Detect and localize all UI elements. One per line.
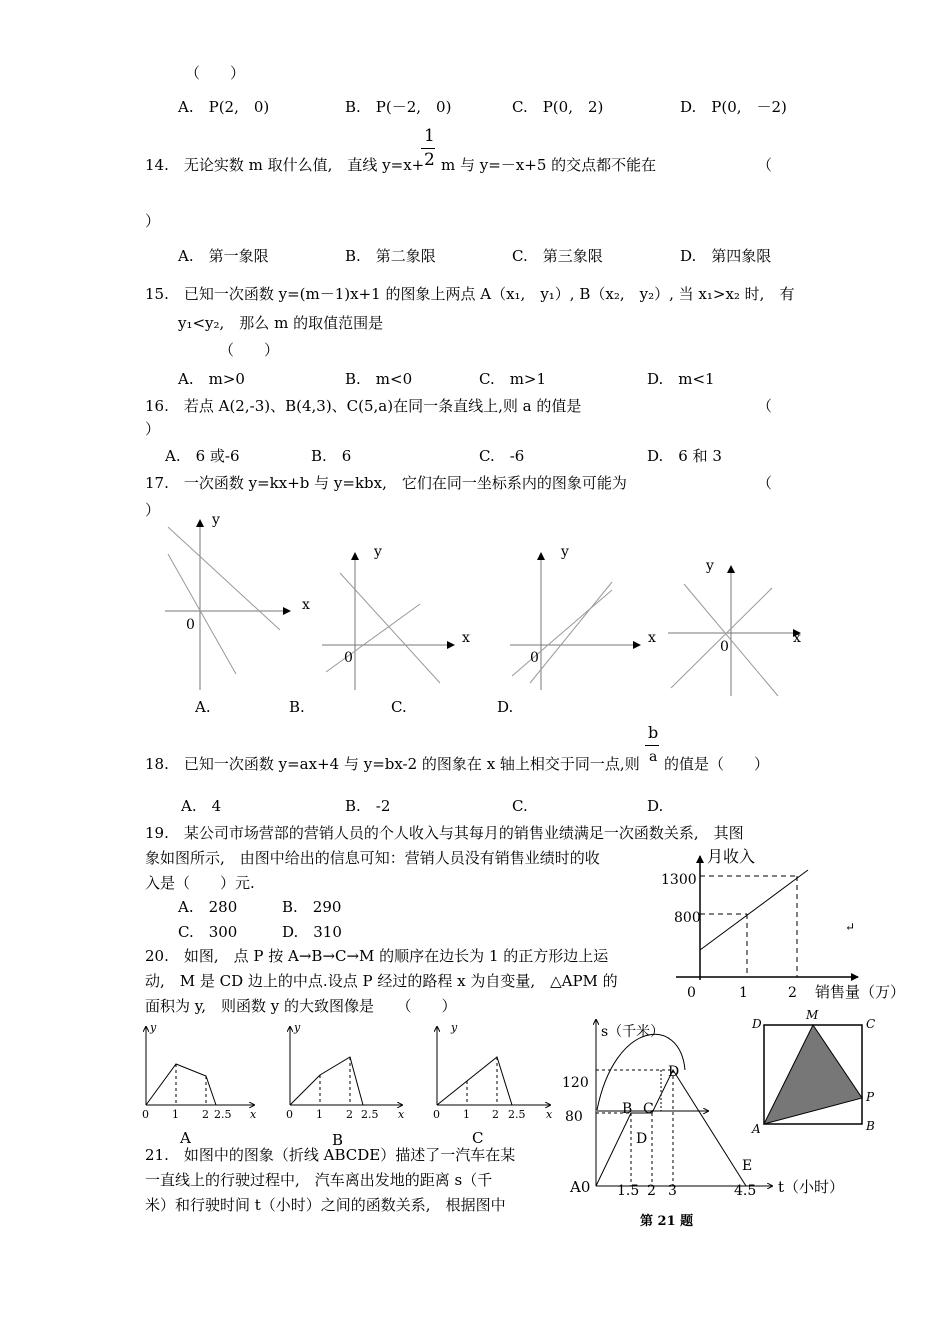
q21-chart-origin: A0 — [570, 1178, 591, 1196]
q19-option-c: C. 300 — [178, 923, 238, 941]
q17-label-a: A. — [195, 698, 211, 716]
q13-option-b: B. P(－2, 0) — [345, 98, 452, 116]
q20-label-a: A — [180, 1129, 191, 1147]
q20-b-tick-0: 0 — [286, 1108, 293, 1121]
q18-option-d: D. — [647, 797, 664, 815]
q20-a-x: x — [250, 1108, 257, 1121]
q18-option-b: B. -2 — [345, 797, 391, 815]
q18-fraction-denominator: a — [649, 749, 658, 765]
q19-stem-line1: 19. 某公司市场营部的营销人员的个人收入与其每月的销售业绩满足一次函数关系, 其图 — [145, 824, 744, 842]
q14-stem-pre: 14. 无论实数 m 取什么值, 直线 y=x+ — [145, 156, 425, 174]
q20-a-tick-0: 0 — [142, 1108, 149, 1121]
q17-stem: 17. 一次函数 y=kx+b 与 y=kbx, 它们在同一坐标系内的图象可能为 — [145, 474, 627, 492]
q20-stem-line3: 面积为 y, 则函数 y 的大致图像是 （ ） — [145, 997, 457, 1015]
q19-stem-line2: 象如图所示, 由图中给出的信息可知：营销人员没有销售业绩时的收 — [145, 849, 600, 867]
q16-stem: 16. 若点 A(2,-3)、B(4,3)、C(5,a)在同一条直线上,则 a 的值是 — [145, 397, 582, 415]
q19-option-d: D. 310 — [282, 923, 342, 941]
q17-b-y-label: y — [374, 544, 382, 560]
q20-square-c: C — [866, 1017, 876, 1031]
q17-label-d: D. — [497, 698, 514, 716]
q21-chart-ylabel: s（千米） — [601, 1024, 665, 1040]
q14-fraction-denominator: 2 — [424, 150, 435, 170]
q21-point-d: D — [668, 1064, 680, 1080]
q18-option-c: C. — [512, 797, 528, 815]
q20-c-tick-0: 0 — [433, 1108, 440, 1121]
q21-chart-xtick-2: 2 — [647, 1183, 656, 1199]
q14-option-a: A. 第一象限 — [178, 247, 269, 265]
q15-option-a: A. m>0 — [178, 370, 245, 388]
q17-c-x-label: x — [648, 630, 656, 646]
q21-chart-ytick-120: 120 — [562, 1075, 589, 1091]
q17-a-x-label: x — [302, 597, 310, 613]
q20-b-x: x — [398, 1108, 405, 1121]
q17-paren-close: ） — [145, 501, 161, 519]
q20-c-x: x — [546, 1108, 553, 1121]
q19-chart-ylabel: 月收入 — [707, 847, 756, 866]
q17-b-x-label: x — [462, 630, 470, 646]
q15-stem-line1: 15. 已知一次函数 y=(m－1)x+1 的图象上两点 A（x₁, y₁）, B（x₂, y₂）, 当 x₁>x₂ 时, 有 — [145, 285, 795, 303]
q20-b-y: y — [294, 1021, 301, 1034]
q17-d-y-label: y — [706, 558, 714, 574]
q21-chart-xtick-45: 4.5 — [734, 1183, 757, 1199]
q14-stem-post: m 与 y=－x+5 的交点都不能在 — [441, 156, 657, 174]
q19-chart-xtick-0: 0 — [687, 985, 696, 1001]
q20-b-tick-25: 2.5 — [361, 1108, 379, 1121]
q21-chart-xtick-3: 3 — [668, 1183, 677, 1199]
q19-option-a: A. 280 — [178, 898, 238, 916]
q20-stem-line2: 动, M 是 CD 边上的中点.设点 P 经过的路程 x 为自变量, △APM 的 — [145, 972, 618, 990]
q19-chart-xtick-2: 2 — [788, 985, 797, 1001]
q20-square-a: A — [752, 1122, 761, 1136]
q16-paren-close: ） — [145, 420, 161, 438]
q20-a-tick-25: 2.5 — [214, 1108, 232, 1121]
q16-option-d: D. 6 和 3 — [647, 447, 722, 465]
q21-point-d-lower: D — [636, 1131, 648, 1147]
q18-stem-post: 的值是（ ） — [664, 755, 770, 773]
q20-c-tick-2: 2 — [492, 1108, 499, 1121]
q17-d-origin: 0 — [720, 639, 729, 655]
q17-c-y-label: y — [561, 544, 569, 560]
q17-d-x-label: x — [793, 630, 801, 646]
q18-stem-pre: 18. 已知一次函数 y=ax+4 与 y=bx-2 的图象在 x 轴上相交于同一点,则 — [145, 755, 640, 773]
q14-option-d: D. 第四象限 — [680, 247, 772, 265]
q14-paren-open: （ — [757, 156, 773, 174]
q20-square-p: P — [866, 1090, 875, 1104]
q13-option-c: C. P(0, 2) — [512, 98, 604, 116]
q20-b-tick-2: 2 — [346, 1108, 353, 1121]
q16-paren-open: （ — [757, 397, 773, 415]
q15-stem-line2: y₁<y₂, 那么 m 的取值范围是 — [178, 314, 384, 332]
q20-c-y: y — [451, 1021, 458, 1034]
q21-point-e: E — [742, 1158, 753, 1174]
q15-answer-paren: （ ） — [219, 341, 280, 359]
q15-option-c: C. m>1 — [479, 370, 547, 388]
q15-option-b: B. m<0 — [345, 370, 413, 388]
q21-point-c: C — [643, 1101, 654, 1117]
q18-option-a: A. 4 — [181, 797, 222, 815]
q21-chart-xtick-15: 1.5 — [617, 1183, 640, 1199]
q17-b-origin: 0 — [344, 650, 353, 666]
q20-square-d: D — [752, 1017, 762, 1031]
q21-chart-ytick-80: 80 — [565, 1109, 583, 1125]
q19-chart-ytick-800: 800 — [674, 910, 701, 926]
q19-chart-xlabel: 销售量（万） — [815, 983, 906, 1001]
q14-option-c: C. 第三象限 — [512, 247, 603, 265]
q20-c-tick-25: 2.5 — [508, 1108, 526, 1121]
q19-chart-ytick-1300: 1300 — [661, 872, 697, 888]
q20-square-m: M — [806, 1008, 819, 1022]
q17-paren-open: （ — [757, 474, 773, 492]
q20-a-y: y — [150, 1021, 157, 1034]
q13-option-a: A. P(2, 0) — [178, 98, 270, 116]
q21-stem-line1: 21. 如图中的图象（折线 ABCDE）描述了一汽车在某 — [145, 1146, 516, 1164]
q16-option-b: B. 6 — [311, 447, 352, 465]
q20-square-figure — [751, 1008, 875, 1136]
q18-fraction-numerator: b — [648, 723, 659, 742]
q17-label-c: C. — [391, 698, 407, 716]
q20-c-tick-1: 1 — [463, 1108, 470, 1121]
q14-option-b: B. 第二象限 — [345, 247, 436, 265]
q14-paren-close: ） — [145, 212, 161, 230]
q20-graph-a — [142, 1021, 257, 1121]
q21-stem-line2: 一直线上的行驶过程中, 汽车离出发地的距离 s（千 — [145, 1171, 493, 1189]
q16-option-a: A. 6 或-6 — [165, 447, 240, 465]
q19-chart-xtick-1: 1 — [739, 985, 748, 1001]
q20-label-b: B — [332, 1131, 344, 1149]
q16-option-c: C. -6 — [479, 447, 525, 465]
q20-stem-line1: 20. 如图, 点 P 按 A→B→C→M 的顺序在边长为 1 的正方形边上运 — [145, 947, 609, 965]
q13-answer-paren: （ ） — [185, 64, 246, 82]
q17-label-b: B. — [289, 698, 305, 716]
q20-square-b: B — [866, 1119, 875, 1133]
q13-option-d: D. P(0, －2) — [680, 98, 787, 116]
q17-c-origin: 0 — [530, 650, 539, 666]
q15-option-d: D. m<1 — [647, 370, 715, 388]
q19-option-b: B. 290 — [282, 898, 342, 916]
q21-chart-caption: 第 21 题 — [640, 1214, 694, 1229]
q21-stem-line3: 米）和行驶时间 t（小时）之间的函数关系, 根据图中 — [145, 1196, 506, 1214]
q20-graph-c — [433, 1021, 553, 1121]
return-mark: ↵ — [845, 920, 856, 934]
q17-a-origin: 0 — [186, 617, 195, 633]
q20-label-c: C — [472, 1129, 484, 1147]
q14-fraction-numerator: 1 — [424, 126, 435, 146]
q20-b-tick-1: 1 — [316, 1108, 323, 1121]
q21-chart-xlabel: t（小时） — [778, 1178, 845, 1196]
q21-point-b: B — [622, 1101, 633, 1117]
q20-graph-b — [286, 1021, 405, 1121]
q17-a-y-label: y — [212, 512, 220, 528]
q20-a-tick-2: 2 — [202, 1108, 209, 1121]
q19-stem-line3: 入是（ ）元. — [145, 874, 255, 892]
q20-a-tick-1: 1 — [172, 1108, 179, 1121]
